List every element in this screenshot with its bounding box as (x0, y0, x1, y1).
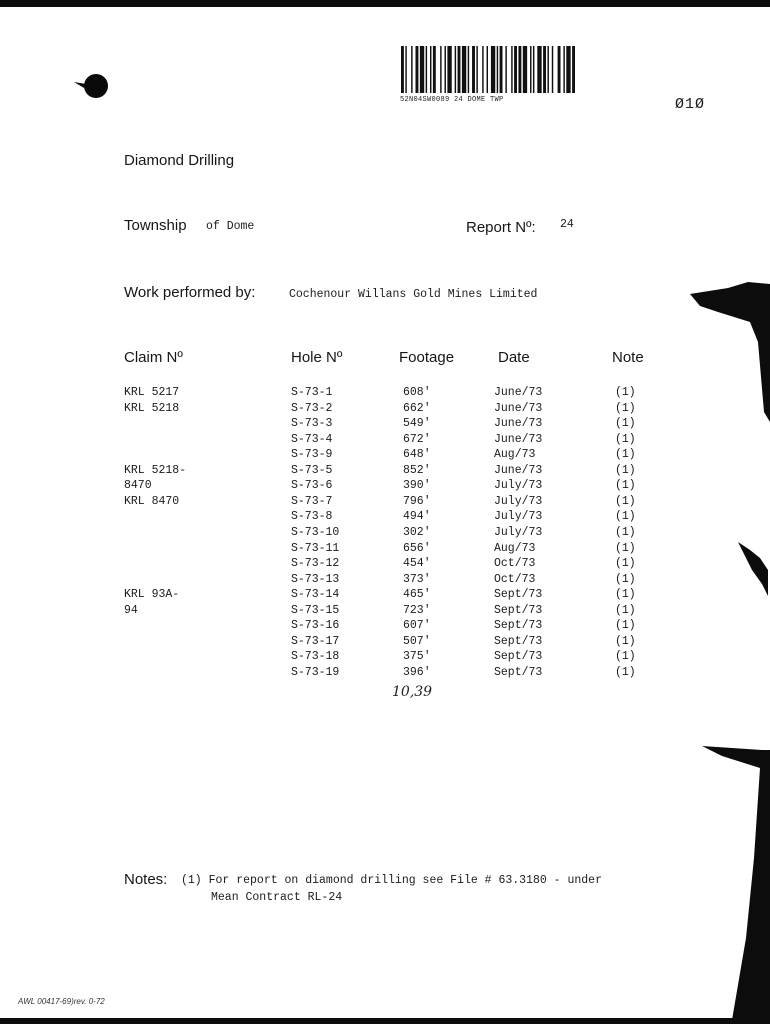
scan-artifact-top-right (688, 282, 770, 422)
footage-cell: 454' (403, 557, 431, 570)
barcode-bar (416, 46, 419, 93)
hole-cell: S-73-3 (291, 417, 333, 430)
township-value: of Dome (206, 220, 255, 233)
hole-cell: S-73-10 (291, 526, 340, 539)
hole-cell: S-73-5 (291, 464, 333, 477)
claim-cell: KRL 5218 (124, 402, 180, 415)
date-cell: June/73 (494, 464, 543, 477)
barcode-bar (458, 46, 461, 93)
barcode-bar (487, 46, 488, 93)
barcode-bar (420, 46, 424, 93)
scan-artifact-mid-right (738, 540, 770, 596)
footage-cell: 375' (403, 650, 431, 663)
hole-cell: S-73-6 (291, 479, 333, 492)
footage-cell: 396' (403, 666, 431, 679)
barcode-bar (505, 46, 506, 93)
column-header-footage: Footage (399, 349, 455, 366)
date-cell: Oct/73 (494, 573, 536, 586)
claim-cell: KRL 8470 (124, 495, 180, 508)
date-cell: Sept/73 (494, 619, 543, 632)
hole-cell: S-73-11 (291, 542, 340, 555)
note-cell: (1) (615, 573, 636, 586)
barcode-bar (411, 46, 412, 93)
hole-cell: S-73-7 (291, 495, 333, 508)
barcode-bar (426, 46, 427, 93)
claim-cell: 8470 (124, 479, 152, 492)
column-header-note: Note (612, 349, 644, 366)
barcode-bar (401, 46, 404, 93)
note-cell: (1) (615, 495, 636, 508)
barcode-bar (462, 46, 466, 93)
claim-cell: KRL 93A- (124, 588, 180, 601)
barcode-bar (433, 46, 436, 93)
date-cell: July/73 (494, 495, 543, 508)
footage-cell: 494' (403, 510, 431, 523)
barcode-bar (552, 46, 553, 93)
note-cell: (1) (615, 510, 636, 523)
footage-cell: 852' (403, 464, 431, 477)
footage-cell: 656' (403, 542, 431, 555)
barcode-bar (566, 46, 570, 93)
barcode-icon (401, 46, 617, 93)
note-cell: (1) (615, 666, 636, 679)
hole-cell: S-73-17 (291, 635, 340, 648)
barcode-bar (563, 46, 564, 93)
note-cell: (1) (615, 464, 636, 477)
barcode-bar (455, 46, 456, 93)
date-cell: Oct/73 (494, 557, 536, 570)
footage-cell: 608' (403, 386, 431, 399)
column-header-claim: Claim Nº (124, 349, 183, 366)
barcode-bar (518, 46, 521, 93)
note-cell: (1) (615, 526, 636, 539)
barcode-bar (482, 46, 483, 93)
note-cell: (1) (615, 604, 636, 617)
note-cell: (1) (615, 402, 636, 415)
barcode-bar (500, 46, 503, 93)
date-cell: Aug/73 (494, 542, 536, 555)
township-label: Township (124, 217, 187, 234)
claim-cell: KRL 5217 (124, 386, 180, 399)
hole-cell: S-73-19 (291, 666, 340, 679)
barcode-bar (472, 46, 475, 93)
note-cell: (1) (615, 619, 636, 632)
footage-cell: 607' (403, 619, 431, 632)
hole-cell: S-73-2 (291, 402, 333, 415)
column-header-date: Date (498, 349, 530, 366)
barcode-bar (543, 46, 546, 93)
notes-line-1: (1) For report on diamond drilling see File # 63.3180 - under (181, 874, 602, 887)
date-cell: Aug/73 (494, 448, 536, 461)
date-cell: June/73 (494, 417, 543, 430)
note-cell: (1) (615, 433, 636, 446)
date-cell: Sept/73 (494, 635, 543, 648)
barcode-caption: 52N04SW0089 24 DOME TWP (400, 96, 504, 104)
barcode-bar (445, 46, 446, 93)
note-cell: (1) (615, 650, 636, 663)
barcode-bar (514, 46, 517, 93)
report-number-value: 24 (560, 218, 574, 231)
barcode-bar (558, 46, 561, 93)
scan-border-top (0, 0, 770, 7)
barcode-bar (497, 46, 498, 93)
date-cell: July/73 (494, 526, 543, 539)
hole-cell: S-73-4 (291, 433, 333, 446)
barcode-bar (537, 46, 541, 93)
barcode-bar (530, 46, 531, 93)
date-cell: Sept/73 (494, 650, 543, 663)
note-cell: (1) (615, 557, 636, 570)
footage-cell: 373' (403, 573, 431, 586)
barcode-bar (468, 46, 469, 93)
footage-total-handwritten: 10,39 (392, 684, 433, 700)
barcode-bar (440, 46, 441, 93)
hole-cell: S-73-18 (291, 650, 340, 663)
footage-cell: 723' (403, 604, 431, 617)
footage-cell: 648' (403, 448, 431, 461)
barcode-bar (572, 46, 575, 93)
form-title: Diamond Drilling (124, 152, 235, 169)
date-cell: June/73 (494, 386, 543, 399)
claim-cell: 94 (124, 604, 138, 617)
barcode-bar (511, 46, 512, 93)
hole-cell: S-73-8 (291, 510, 333, 523)
date-cell: June/73 (494, 433, 543, 446)
note-cell: (1) (615, 635, 636, 648)
note-cell: (1) (615, 479, 636, 492)
claim-cell: KRL 5218- (124, 464, 187, 477)
note-cell: (1) (615, 386, 636, 399)
hole-cell: S-73-16 (291, 619, 340, 632)
hole-cell: S-73-14 (291, 588, 340, 601)
note-cell: (1) (615, 448, 636, 461)
note-cell: (1) (615, 588, 636, 601)
barcode-bar (533, 46, 534, 93)
work-performed-label: Work performed by: (124, 284, 256, 301)
work-performed-value: Cochenour Willans Gold Mines Limited (289, 288, 538, 301)
barcode-bar (491, 46, 495, 93)
note-cell: (1) (615, 417, 636, 430)
hole-cell: S-73-12 (291, 557, 340, 570)
barcode-bar (430, 46, 431, 93)
punch-hole-mark-icon (72, 72, 112, 102)
date-cell: Sept/73 (494, 604, 543, 617)
scan-artifact-bottom-right (702, 738, 770, 1020)
footage-cell: 796' (403, 495, 431, 508)
note-cell: (1) (615, 542, 636, 555)
barcode-bar (447, 46, 451, 93)
footage-cell: 390' (403, 479, 431, 492)
date-cell: July/73 (494, 479, 543, 492)
sheet-number: Ø1Ø (675, 96, 706, 113)
hole-cell: S-73-15 (291, 604, 340, 617)
barcode-bar (547, 46, 548, 93)
barcode-bar (523, 46, 527, 93)
footage-cell: 549' (403, 417, 431, 430)
footage-cell: 302' (403, 526, 431, 539)
footage-cell: 465' (403, 588, 431, 601)
hole-cell: S-73-13 (291, 573, 340, 586)
footage-cell: 672' (403, 433, 431, 446)
hole-cell: S-73-1 (291, 386, 333, 399)
notes-label: Notes: (124, 871, 168, 888)
report-number-label: Report Nº: (466, 219, 536, 236)
footage-cell: 507' (403, 635, 431, 648)
date-cell: July/73 (494, 510, 543, 523)
form-code: AWL 00417-69)rev. 0-72 (18, 997, 105, 1006)
date-cell: Sept/73 (494, 666, 543, 679)
date-cell: June/73 (494, 402, 543, 415)
barcode-bar (476, 46, 477, 93)
date-cell: Sept/73 (494, 588, 543, 601)
notes-line-2: Mean Contract RL-24 (211, 891, 343, 904)
barcode-bar (405, 46, 406, 93)
footage-cell: 662' (403, 402, 431, 415)
column-header-hole: Hole Nº (291, 349, 343, 366)
scan-border-bottom (0, 1018, 770, 1024)
hole-cell: S-73-9 (291, 448, 333, 461)
